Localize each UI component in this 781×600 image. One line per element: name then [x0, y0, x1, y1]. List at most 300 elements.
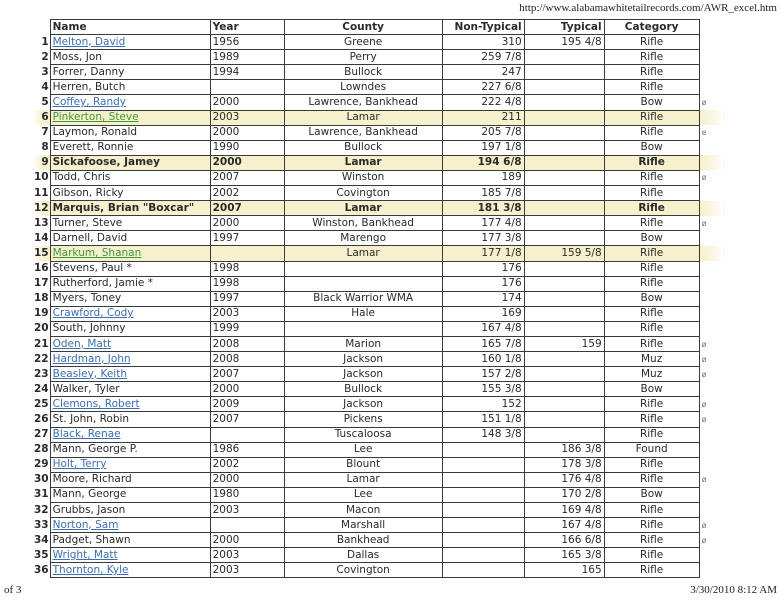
row-number: 9	[32, 155, 50, 170]
table-row	[32, 548, 724, 563]
cell-non-typical: 167 4/8	[442, 321, 524, 336]
table-row	[32, 563, 724, 578]
cell-typical	[524, 110, 604, 125]
cell-category: Muz	[604, 352, 699, 367]
cell-year: 2000	[210, 533, 284, 548]
cell-non-typical: 310	[442, 35, 524, 50]
pen-mark-icon	[699, 35, 724, 50]
cell-category: Bow	[604, 231, 699, 246]
table-row	[32, 246, 724, 261]
pen-mark-icon	[699, 442, 724, 457]
cell-county: Marion	[284, 336, 442, 351]
cell-name	[50, 548, 210, 563]
cell-county: Tuscaloosa	[284, 427, 442, 442]
cell-category: Rifle	[604, 110, 699, 125]
cell-year: 1997	[210, 231, 284, 246]
hunter-name-link[interactable]: Beasley, Keith	[52, 367, 127, 380]
hunter-name-link[interactable]: Clemons, Robert	[52, 397, 140, 410]
header-name: Name	[50, 20, 210, 35]
cell-typical: 165	[524, 563, 604, 578]
row-number: 20	[34, 322, 49, 335]
cell-non-typical: 177 3/8	[442, 231, 524, 246]
pen-mark-icon	[699, 457, 724, 472]
cell-category: Rifle	[604, 563, 699, 578]
cell-category: Rifle	[604, 201, 699, 216]
cell-name	[50, 306, 210, 321]
cell-non-typical: 211	[442, 110, 524, 125]
cell-non-typical	[442, 533, 524, 548]
cell-typical: 159 5/8	[524, 246, 604, 261]
row-number: 34	[34, 533, 49, 546]
hunter-name-link[interactable]: Black, Renae	[52, 428, 121, 441]
table-row	[32, 397, 724, 412]
cell-non-typical: 259 7/8	[442, 50, 524, 65]
cell-name: Turner, Steve	[50, 216, 210, 231]
cell-non-typical	[442, 487, 524, 502]
cell-name	[50, 95, 210, 110]
table-row	[32, 487, 724, 502]
row-number: 28	[34, 443, 49, 456]
cell-name: St. John, Robin	[50, 412, 210, 427]
pen-mark-icon: ø	[701, 414, 707, 424]
cell-year: 2003	[210, 563, 284, 578]
cell-category: Rifle	[604, 336, 699, 351]
cell-typical: 178 3/8	[524, 457, 604, 472]
hunter-name-link[interactable]: Coffey, Randy	[52, 96, 126, 109]
cell-name	[50, 336, 210, 351]
cell-year: 2003	[210, 548, 284, 563]
cell-non-typical: 185 7/8	[442, 186, 524, 201]
cell-category: Found	[604, 442, 699, 457]
cell-typical: 169 4/8	[524, 503, 604, 518]
pen-mark-icon	[699, 503, 724, 518]
cell-name: Laymon, Ronald	[50, 125, 210, 140]
cell-county: Jackson	[284, 352, 442, 367]
cell-non-typical: 205 7/8	[442, 125, 524, 140]
cell-typical	[524, 125, 604, 140]
hunter-name-link[interactable]: Pinkerton, Steve	[52, 111, 139, 124]
cell-name	[50, 397, 210, 412]
cell-year: 2000	[210, 216, 284, 231]
cell-typical	[524, 186, 604, 201]
pen-mark-icon	[699, 291, 724, 306]
table-row	[32, 457, 724, 472]
row-number: 26	[34, 412, 49, 425]
table-row	[32, 412, 724, 427]
cell-category: Rifle	[604, 155, 699, 170]
cell-county: Black Warrior WMA	[284, 291, 442, 306]
pen-mark-icon	[699, 50, 724, 65]
cell-non-typical: 174	[442, 291, 524, 306]
pen-mark-icon	[699, 487, 724, 502]
table-row	[32, 352, 724, 367]
pen-mark-icon: e	[701, 128, 707, 138]
table-row	[32, 125, 724, 140]
cell-name: Todd, Chris	[50, 170, 210, 185]
cell-county: Covington	[284, 186, 442, 201]
cell-year: 2008	[210, 336, 284, 351]
cell-year	[210, 80, 284, 95]
cell-county: Jackson	[284, 367, 442, 382]
cell-name: Mann, George	[50, 487, 210, 502]
cell-year: 2000	[210, 382, 284, 397]
cell-county: Lawrence, Bankhead	[284, 95, 442, 110]
row-number: 3	[41, 65, 49, 78]
table-row	[32, 367, 724, 382]
hunter-name-link[interactable]: Thornton, Kyle	[52, 563, 129, 576]
pen-mark-icon: ø	[701, 399, 707, 409]
cell-year: 2007	[210, 201, 284, 216]
cell-year: 2002	[210, 186, 284, 201]
hunter-name-link[interactable]: Crawford, Cody	[52, 307, 134, 320]
cell-year: 1999	[210, 321, 284, 336]
rownum-header	[32, 20, 50, 35]
cell-typical	[524, 427, 604, 442]
cell-name: Padget, Shawn	[50, 533, 210, 548]
row-number: 33	[34, 518, 49, 531]
cell-name	[50, 110, 210, 125]
cell-non-typical: 152	[442, 397, 524, 412]
cell-name: Forrer, Danny	[50, 65, 210, 80]
table-row	[32, 95, 724, 110]
cell-category: Rifle	[604, 472, 699, 487]
cell-category: Rifle	[604, 80, 699, 95]
cell-year	[210, 427, 284, 442]
table-row	[32, 306, 724, 321]
row-number: 36	[34, 563, 49, 576]
row-number: 19	[34, 307, 49, 320]
pen-mark-icon	[699, 548, 724, 563]
cell-county: Covington	[284, 563, 442, 578]
cell-category: Bow	[604, 382, 699, 397]
pen-mark-icon: ø	[701, 98, 707, 108]
cell-typical	[524, 367, 604, 382]
cell-name: Grubbs, Jason	[50, 503, 210, 518]
pen-mark-icon: ø	[701, 520, 707, 530]
cell-non-typical: 181 3/8	[442, 201, 524, 216]
pen-mark-icon	[699, 140, 724, 155]
cell-year: 2007	[210, 367, 284, 382]
cell-typical: 167 4/8	[524, 518, 604, 533]
table-row	[32, 231, 724, 246]
cell-name: Walker, Tyler	[50, 382, 210, 397]
cell-non-typical: 177 1/8	[442, 246, 524, 261]
cell-county: Bullock	[284, 382, 442, 397]
cell-category: Rifle	[604, 427, 699, 442]
cell-county: Bullock	[284, 140, 442, 155]
table-row	[32, 50, 724, 65]
cell-year: 2000	[210, 472, 284, 487]
cell-county: Marengo	[284, 231, 442, 246]
cell-year: 1998	[210, 276, 284, 291]
row-number: 10	[34, 171, 49, 184]
pen-mark-icon	[699, 306, 724, 321]
header-county: County	[284, 20, 442, 35]
cell-county: Lamar	[284, 110, 442, 125]
cell-category: Bow	[604, 291, 699, 306]
table-row	[32, 276, 724, 291]
cell-name: Gibson, Ricky	[50, 186, 210, 201]
pen-mark-icon	[699, 246, 724, 261]
cell-year: 1980	[210, 487, 284, 502]
table-row	[32, 291, 724, 306]
cell-category: Rifle	[604, 65, 699, 80]
cell-non-typical: 189	[442, 170, 524, 185]
cell-name	[50, 246, 210, 261]
cell-typical: 186 3/8	[524, 442, 604, 457]
table-row	[32, 65, 724, 80]
cell-county: Macon	[284, 503, 442, 518]
cell-category: Rifle	[604, 533, 699, 548]
cell-year	[210, 518, 284, 533]
records-body	[32, 35, 724, 578]
cell-typical: 195 4/8	[524, 35, 604, 50]
cell-name	[50, 563, 210, 578]
cell-county: Lamar	[284, 246, 442, 261]
cell-county: Perry	[284, 50, 442, 65]
cell-county: Hale	[284, 306, 442, 321]
row-number: 8	[41, 141, 49, 154]
cell-category: Rifle	[604, 457, 699, 472]
cell-typical	[524, 216, 604, 231]
cell-name	[50, 352, 210, 367]
cell-non-typical: 177 4/8	[442, 216, 524, 231]
row-number: 11	[34, 186, 49, 199]
cell-typical	[524, 291, 604, 306]
header-row	[32, 20, 724, 35]
row-number: 2	[41, 50, 49, 63]
cell-typical	[524, 382, 604, 397]
table-row	[32, 503, 724, 518]
cell-typical	[524, 231, 604, 246]
cell-year: 2002	[210, 457, 284, 472]
cell-typical	[524, 412, 604, 427]
cell-county: Dallas	[284, 548, 442, 563]
cell-county: Marshall	[284, 518, 442, 533]
cell-category: Rifle	[604, 276, 699, 291]
hunter-name-link[interactable]: Markum, Shanan	[52, 246, 142, 259]
hunter-name-link[interactable]: Oden, Matt	[52, 337, 112, 350]
cell-non-typical: 222 4/8	[442, 95, 524, 110]
cell-year: 2000	[210, 155, 284, 170]
row-number: 24	[34, 382, 49, 395]
row-number: 18	[34, 292, 49, 305]
table-row	[32, 533, 724, 548]
cell-name: South, Johnny	[50, 321, 210, 336]
cell-year: 1990	[210, 140, 284, 155]
cell-non-typical: 160 1/8	[442, 352, 524, 367]
cell-year: 2007	[210, 412, 284, 427]
cell-category: Bow	[604, 487, 699, 502]
cell-year: 1956	[210, 35, 284, 50]
cell-county: Winston, Bankhead	[284, 216, 442, 231]
pen-mark-icon	[699, 231, 724, 246]
row-number: 12	[32, 201, 50, 216]
cell-category: Rifle	[604, 503, 699, 518]
row-number: 21	[34, 337, 49, 350]
cell-category: Rifle	[604, 412, 699, 427]
cell-typical	[524, 201, 604, 216]
cell-county: Blount	[284, 457, 442, 472]
cell-name: Moss, Jon	[50, 50, 210, 65]
page-url: http://www.alabamawhitetailrecords.com/AWR_excel.htm	[519, 2, 777, 14]
table-row	[32, 382, 724, 397]
cell-county: Lowndes	[284, 80, 442, 95]
table-row	[32, 336, 724, 351]
cell-category: Rifle	[604, 246, 699, 261]
cell-category: Rifle	[604, 548, 699, 563]
table-row	[32, 80, 724, 95]
pen-mark-icon: ø	[701, 475, 707, 485]
row-number: 27	[34, 428, 49, 441]
cell-non-typical: 227 6/8	[442, 80, 524, 95]
hunter-name-link[interactable]: Hardman, John	[52, 352, 131, 365]
row-number: 23	[34, 367, 49, 380]
pen-mark-icon	[699, 155, 724, 170]
cell-name	[50, 427, 210, 442]
table-row	[32, 155, 724, 170]
cell-typical	[524, 170, 604, 185]
cell-year: 2003	[210, 306, 284, 321]
cell-non-typical: 197 1/8	[442, 140, 524, 155]
print-timestamp: 3/30/2010 8:12 AM	[690, 584, 777, 596]
cell-county: Jackson	[284, 397, 442, 412]
cell-year: 2008	[210, 352, 284, 367]
cell-name: Herren, Butch	[50, 80, 210, 95]
cell-non-typical	[442, 503, 524, 518]
cell-county: Lee	[284, 442, 442, 457]
cell-year	[210, 246, 284, 261]
row-number: 13	[34, 216, 49, 229]
cell-county: Pickens	[284, 412, 442, 427]
cell-year: 2000	[210, 95, 284, 110]
cell-county: Lamar	[284, 201, 442, 216]
cell-category: Rifle	[604, 518, 699, 533]
page-indicator: of 3	[4, 584, 22, 596]
table-row	[32, 321, 724, 336]
cell-category: Rifle	[604, 125, 699, 140]
row-number: 30	[34, 473, 49, 486]
header-year: Year	[210, 20, 284, 35]
cell-name: Stevens, Paul *	[50, 261, 210, 276]
cell-name	[50, 518, 210, 533]
row-number: 4	[41, 80, 49, 93]
pen-mark-icon: ø	[701, 218, 707, 228]
cell-county: Lamar	[284, 472, 442, 487]
cell-name: Darnell, David	[50, 231, 210, 246]
cell-non-typical	[442, 472, 524, 487]
cell-typical	[524, 276, 604, 291]
cell-category: Rifle	[604, 50, 699, 65]
header-non-typical: Non-Typical	[442, 20, 524, 35]
cell-year: 2007	[210, 170, 284, 185]
cell-typical	[524, 50, 604, 65]
pen-mark-icon	[699, 276, 724, 291]
row-number: 5	[41, 96, 49, 109]
hunter-name-link[interactable]: Holt, Terry	[52, 458, 107, 471]
cell-non-typical: 151 1/8	[442, 412, 524, 427]
row-number: 1	[41, 35, 49, 48]
hunter-name-link[interactable]: Melton, David	[52, 35, 126, 48]
cell-typical	[524, 155, 604, 170]
row-number: 15	[32, 246, 50, 261]
cell-year: 2003	[210, 503, 284, 518]
cell-county: Winston	[284, 170, 442, 185]
pen-mark-icon	[699, 186, 724, 201]
pen-mark-icon	[699, 261, 724, 276]
pen-mark-icon	[699, 201, 724, 216]
cell-non-typical: 148 3/8	[442, 427, 524, 442]
header-typical: Typical	[524, 20, 604, 35]
records-sheet	[32, 19, 724, 578]
cell-name	[50, 367, 210, 382]
hunter-name-link[interactable]: Wright, Matt	[52, 548, 118, 561]
row-number: 7	[41, 126, 49, 139]
cell-year: 1986	[210, 442, 284, 457]
row-number: 32	[34, 503, 49, 516]
cell-name: Mann, George P.	[50, 442, 210, 457]
pen-mark-icon	[699, 382, 724, 397]
header-category: Category	[604, 20, 699, 35]
cell-county	[284, 276, 442, 291]
cell-non-typical	[442, 457, 524, 472]
table-row	[32, 110, 724, 125]
cell-non-typical: 194 6/8	[442, 155, 524, 170]
row-number: 17	[34, 277, 49, 290]
cell-county	[284, 321, 442, 336]
cell-category: Rifle	[604, 35, 699, 50]
table-row	[32, 140, 724, 155]
hunter-name-link[interactable]: Norton, Sam	[52, 518, 119, 531]
cell-name: Myers, Toney	[50, 291, 210, 306]
cell-non-typical	[442, 518, 524, 533]
cell-typical	[524, 140, 604, 155]
cell-year: 2000	[210, 125, 284, 140]
table-row	[32, 442, 724, 457]
cell-name: Sickafoose, Jamey	[50, 155, 210, 170]
cell-category: Bow	[604, 140, 699, 155]
records-table	[32, 19, 724, 578]
cell-non-typical: 176	[442, 276, 524, 291]
cell-year: 1994	[210, 65, 284, 80]
table-row	[32, 472, 724, 487]
cell-category: Bow	[604, 95, 699, 110]
cell-county: Greene	[284, 35, 442, 50]
pen-mark-icon	[699, 427, 724, 442]
cell-non-typical	[442, 442, 524, 457]
cell-county: Lawrence, Bankhead	[284, 125, 442, 140]
table-row	[32, 35, 724, 50]
cell-county	[284, 261, 442, 276]
cell-name: Marquis, Brian "Boxcar"	[50, 201, 210, 216]
cell-year: 1989	[210, 50, 284, 65]
cell-non-typical	[442, 548, 524, 563]
cell-non-typical	[442, 563, 524, 578]
cell-county: Bullock	[284, 65, 442, 80]
pen-mark-icon	[699, 65, 724, 80]
row-number: 25	[34, 397, 49, 410]
table-row	[32, 216, 724, 231]
cell-category: Rifle	[604, 306, 699, 321]
pen-mark-icon: ø	[701, 535, 707, 545]
pen-mark-icon	[699, 563, 724, 578]
cell-year: 1998	[210, 261, 284, 276]
cell-category: Rifle	[604, 261, 699, 276]
cell-year: 2009	[210, 397, 284, 412]
cell-non-typical: 176	[442, 261, 524, 276]
cell-non-typical: 157 2/8	[442, 367, 524, 382]
cell-category: Rifle	[604, 170, 699, 185]
